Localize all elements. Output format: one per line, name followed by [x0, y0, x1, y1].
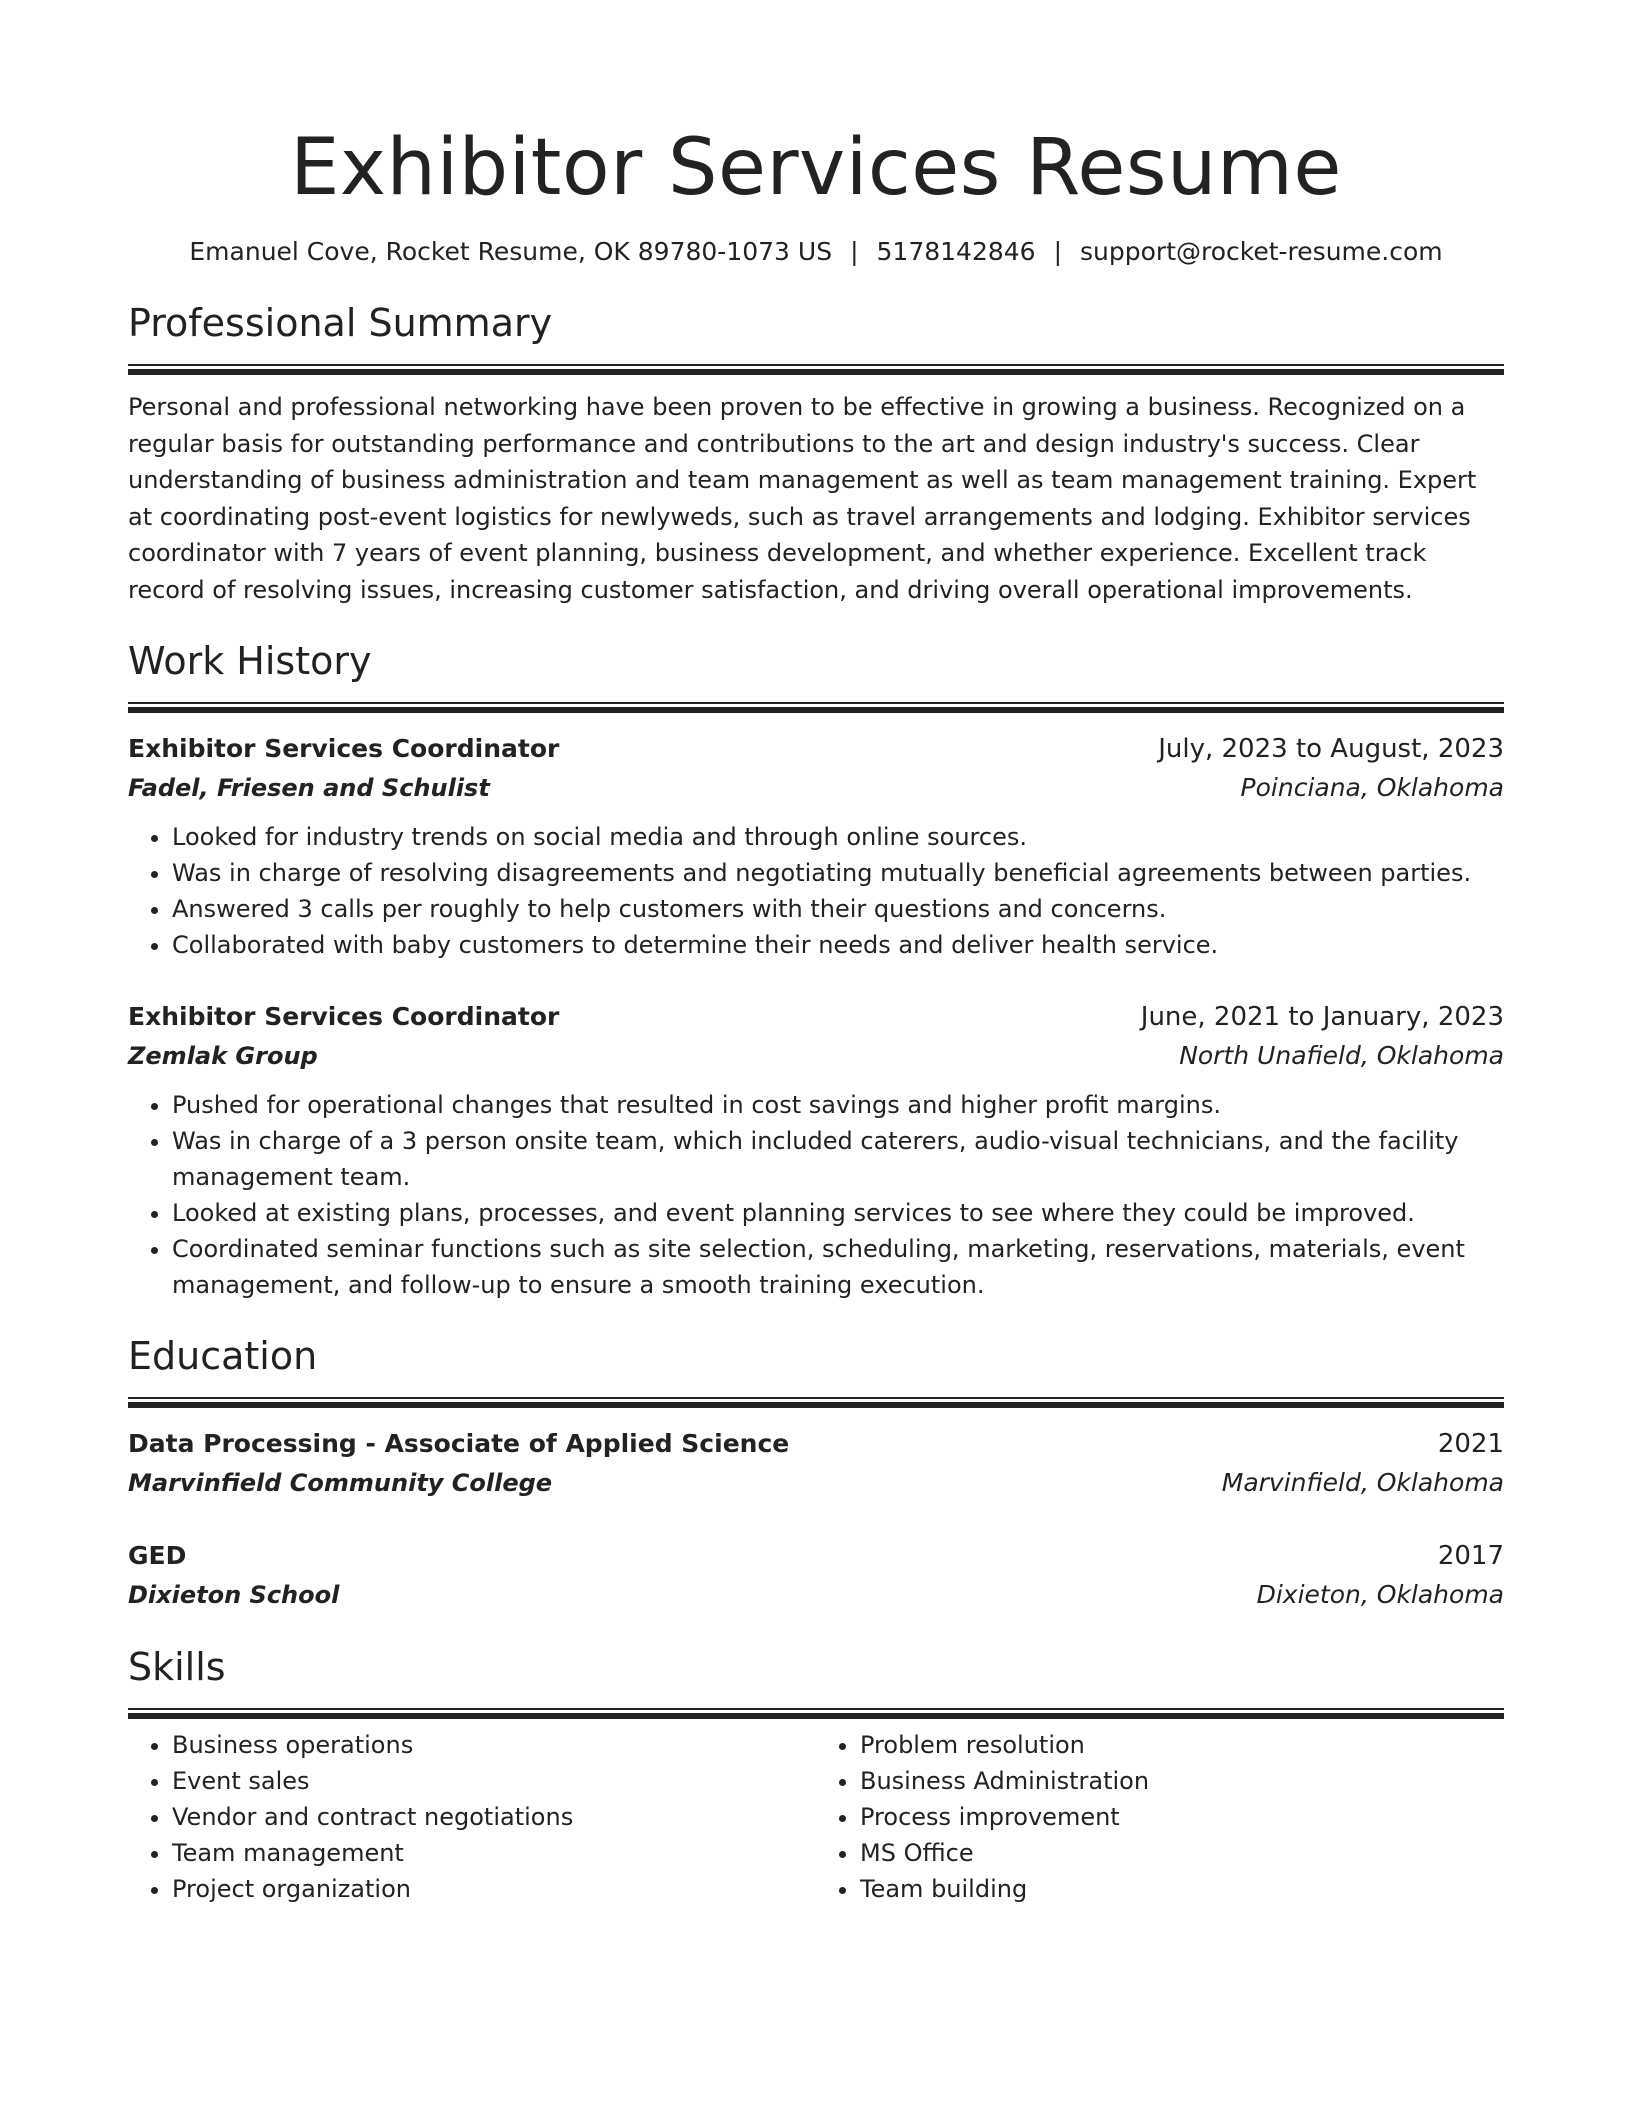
skill-item: • Vendor and contract negotiations: [172, 1799, 816, 1835]
education-degree: GED: [128, 1541, 187, 1570]
contact-address: Emanuel Cove, Rocket Resume, OK 89780-1073 US: [189, 237, 833, 266]
skill-item: • Business operations: [172, 1727, 816, 1763]
skill-item: • Process improvement: [860, 1799, 1504, 1835]
education-location: Marvinfield, Oklahoma: [1221, 1468, 1504, 1497]
job-bullets: [128, 819, 1504, 963]
job-location: Poinciana, Oklahoma: [1240, 773, 1504, 802]
section-divider: [128, 1708, 1504, 1719]
job-bullet: • Looked for industry trends on social media and through online sources.: [172, 819, 1504, 855]
summary-text: Personal and professional networking have been proven to be effective in growing a business. Recognized on a regular basis for outstanding performance and contributions to the art and design industry's success. Clear understanding of business administration and team management as well as team management training. Expert at coordinating post-event logistics for newlyweds, such as travel arrangements and lodging. Exhibitor services coordinator with 7 years of event planning, business development, and whether experience. Excellent track record of resolving issues, increasing customer satisfaction, and driving overall operational improvements.: [128, 393, 1477, 604]
section-divider: [128, 1397, 1504, 1408]
job-bullet: • Pushed for operational changes that resulted in cost savings and higher profit margins.: [172, 1087, 1504, 1123]
job-bullet: • Coordinated seminar functions such as site selection, scheduling, marketing, reservations, materials, event management, and follow-up to ensure a smooth training execution.: [172, 1231, 1504, 1303]
job-dates: July, 2023 to August, 2023: [1158, 734, 1504, 764]
section-divider: [128, 364, 1504, 375]
job-company-row: [128, 1037, 1504, 1075]
job-bullet: • Was in charge of a 3 person onsite team, which included caterers, audio-visual technicians, and the facility management team.: [172, 1123, 1504, 1195]
education-entry: [128, 1536, 1504, 1614]
skills-list-left: [128, 1727, 816, 1907]
job-bullet: • Collaborated with baby customers to determine their needs and deliver health service.: [172, 927, 1504, 963]
job-bullet: • Looked at existing plans, processes, and event planning services to see where they could be improved.: [172, 1195, 1504, 1231]
education-location: Dixieton, Oklahoma: [1256, 1580, 1504, 1609]
education-header-row: [128, 1424, 1504, 1464]
contact-separator: |: [850, 237, 859, 266]
section-heading: Professional Summary: [128, 301, 553, 345]
section-heading: Education: [128, 1334, 318, 1378]
job-bullet: • Answered 3 calls per roughly to help customers with their questions and concerns.: [172, 891, 1504, 927]
contact-separator: |: [1053, 237, 1063, 266]
skills-columns: [128, 1727, 1504, 1907]
job-entry: [128, 729, 1504, 963]
job-company-row: [128, 769, 1504, 807]
summary-section: [128, 298, 1504, 608]
job-company: Fadel, Friesen and Schulist: [128, 774, 490, 802]
education-section: [128, 1331, 1504, 1614]
education-entry: [128, 1424, 1504, 1502]
skill-item: • Team management: [172, 1835, 816, 1871]
work-history-section: [128, 636, 1504, 1303]
skills-list-right: [816, 1727, 1504, 1907]
skill-item: • Business Administration: [860, 1763, 1504, 1799]
section-heading: Work History: [128, 639, 372, 683]
job-header-row: [128, 997, 1504, 1037]
resume-title: Exhibitor Services Resume: [290, 123, 1342, 213]
section-heading: Skills: [128, 1645, 226, 1689]
contact-line: [128, 234, 1504, 270]
section-divider: [128, 702, 1504, 713]
contact-email: support@rocket-resume.com: [1080, 237, 1443, 266]
education-header-row: [128, 1536, 1504, 1576]
education-school-row: [128, 1576, 1504, 1614]
education-school: Dixieton School: [128, 1581, 340, 1609]
job-title: Exhibitor Services Coordinator: [128, 1002, 560, 1031]
education-school: Marvinfield Community College: [128, 1469, 553, 1497]
contact-phone: 5178142846: [876, 237, 1036, 266]
education-school-row: [128, 1464, 1504, 1502]
education-year: 2017: [1437, 1541, 1504, 1571]
job-location: North Unafield, Oklahoma: [1179, 1041, 1504, 1070]
job-header-row: [128, 729, 1504, 769]
job-entry: [128, 997, 1504, 1303]
skill-item: • Problem resolution: [860, 1727, 1504, 1763]
skills-section: [128, 1642, 1504, 1907]
skill-item: • Event sales: [172, 1763, 816, 1799]
skill-item: • MS Office: [860, 1835, 1504, 1871]
job-bullets: [128, 1087, 1504, 1303]
education-year: 2021: [1437, 1429, 1504, 1459]
education-degree: Data Processing - Associate of Applied Science: [128, 1429, 790, 1458]
job-title: Exhibitor Services Coordinator: [128, 734, 560, 763]
job-company: Zemlak Group: [128, 1042, 318, 1070]
job-bullet: • Was in charge of resolving disagreements and negotiating mutually beneficial agreements between parties.: [172, 855, 1504, 891]
skill-item: • Team building: [860, 1871, 1504, 1907]
skill-item: • Project organization: [172, 1871, 816, 1907]
job-dates: June, 2021 to January, 2023: [1140, 1002, 1504, 1032]
